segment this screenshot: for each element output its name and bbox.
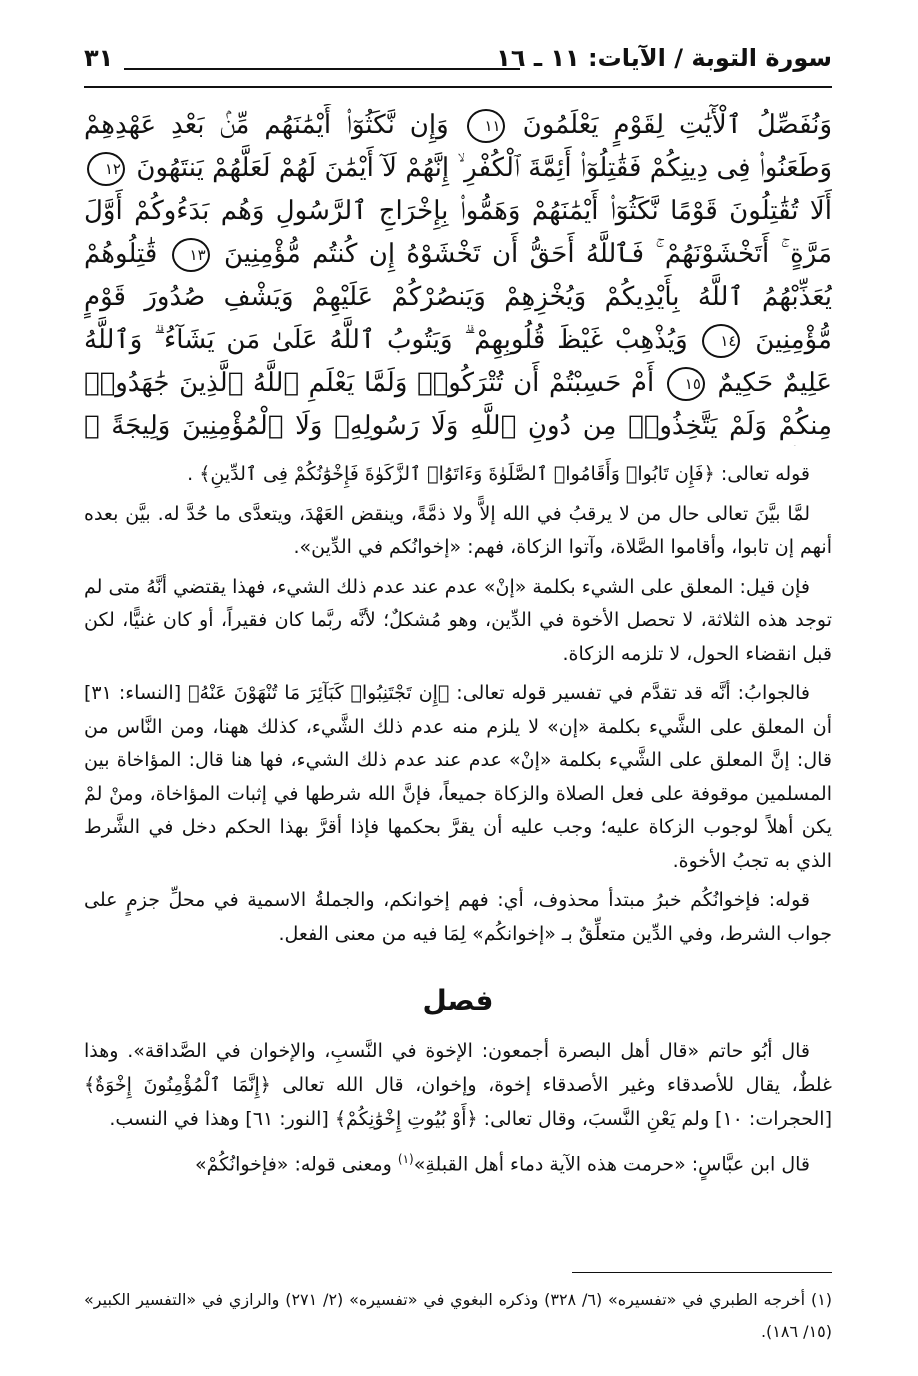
verse-text: أَلَا تُقَٰتِلُونَ قَوْمًا نَّكَثُوٓا۟ أَيْمَٰنَهُمْ وَهَمُّوا۟ بِإِخْرَاجِ ٱلرَّسُولِ وَهُم بَدَءُوكُمْ أَوَّلَ مَرَّةٍ ۚ أَتَخْشَوْنَهُمْ ۚ فَٱللَّهُ أَحَقُّ أَن تَخْشَوْهُ إِن كُنتُم مُّؤْمِنِينَ	[84, 196, 832, 269]
header-title: سورة التوبة / الآيات: ١١ ـ ١٦	[496, 44, 832, 72]
running-header	[84, 38, 832, 88]
section-heading: فصل	[422, 984, 494, 1017]
paragraph: فإن قيل: المعلق على الشيء بكلمة «إنْ» عدم عند عدم ذلك الشيء، فهذا يقتضي أنَّهُ متى لم توجد هذه الثلاثة، لا تحصل الأخوة في الدِّين، وهو مُشكلٌ؛ لأنَّه ربَّما كان فقيراً، أو كان غنيًّا، لكن قبل انقضاء الحول، لا تلزمه الزكاة.	[84, 575, 832, 665]
paragraph-text: ومعنى قوله: «فإخوانُكُمْ»	[195, 1153, 398, 1176]
verse-text: وَيُذْهِبْ غَيْظَ قُلُوبِهِمْ ۗ وَيَتُوبُ ٱللَّهُ عَلَىٰ مَن يَشَآءُ ۗ وَٱللَّهُ عَلِيمٌ حَكِيمٌ	[84, 325, 832, 398]
paragraph: قوله: فإخوانُكُم خبرُ مبتدأ محذوف، أي: فهم إخوانكم، والجملةُ الاسمية في محلِّ جزمٍ على جواب الشرط، وفي الدِّين متعلِّقٌ بـ «إخوانكُم» لِمَا فيه من معنى الفعل.	[84, 889, 832, 945]
verse-text: وَإِن نَّكَثُوٓا۟ أَيْمَٰنَهُم مِّنۢ بَعْدِ عَهْدِهِمْ وَطَعَنُوا۟ فِى دِينِكُمْ فَقَٰتِلُوٓا۟ أَئِمَّةَ ٱلْكُفْرِ ۙ إِنَّهُمْ لَآ أَيْمَٰنَ لَهُمْ لَعَلَّهُمْ يَنتَهُونَ	[84, 110, 832, 183]
header-rule	[84, 86, 832, 88]
footnote-ref[interactable]: (١)	[397, 1152, 414, 1166]
commentary-section	[84, 458, 832, 957]
verse-text: أَمْ حَسِبْتُمْ أَن تُتْرَكُوا۟ وَلَمَّا يَعْلَمِ ٱللَّهُ ٱلَّذِينَ جَٰهَدُوا۟ مِنكُمْ وَلَمْ يَتَّخِذُوا۟ مِن دُونِ ٱللَّهِ وَلَا رَسُولِهِۦ وَلَا ٱلْمُؤْمِنِينَ وَلِيجَةً ۚ	[84, 368, 832, 441]
verse-text: قَٰتِلُوهُمْ يُعَذِّبْهُمُ ٱللَّهُ بِأَيْدِيكُمْ وَيُخْزِهِمْ وَيَنصُرْكُمْ عَلَيْهِمْ وَيَشْفِ صُدُورَ قَوْمٍ مُّؤْمِنِينَ	[84, 239, 832, 355]
verse-number-marker: ١١	[467, 109, 505, 143]
page-number: ٣١	[84, 44, 114, 72]
verse-number-marker: ١٤	[702, 324, 740, 358]
paragraph: قال أبُو حاتم «قال أهل البصرة أجمعون: الإخوة في النَّسبِ، والإخوان في الصَّداقة». وهذا غلطٌ، يقال للأصدقاء وغير الأصدقاء إخوة، وإخوان، قال الله تعالى ﴿إِنَّمَا ٱلْمُؤْمِنُونَ إِخْوَةٌ﴾ [الحجرات: ١٠] ولم يَعْنِ النَّسبَ، وقال تعالى: ﴿أَوْ بُيُوتِ إِخْوَٰنِكُمْ﴾ [النور: ٦١] وهذا في النسب.	[84, 1040, 832, 1130]
footnote: (١) أخرجه الطبري في «تفسيره» (٦/ ٣٢٨) وذكره البغوي في «تفسيره» (٢/ ٢٧١) والرازي في «التفسير الكبير» (١٥/ ١٨٦).	[84, 1290, 833, 1341]
paragraph-text: قال ابن عبَّاسٍ: «حرمت هذه الآية دماء أهل القبلةِ»	[413, 1153, 810, 1176]
commentary-section-2	[84, 1034, 832, 1187]
footnote-divider	[572, 1272, 832, 1273]
verse-number-marker: ١٥	[667, 367, 705, 401]
verse-number-marker: ١٢	[87, 152, 125, 186]
quran-verses	[84, 104, 832, 446]
paragraph: لمَّا بيَّنَ تعالى حال من لا يرقبُ في الله إلاًّ ولا ذمَّةً، وينقض العَهْدَ، ويتعدَّى ما حُدَّ له. بيَّن بعده أنهم إن تابوا، وأقاموا الصَّلاة، وآتوا الزكاة، فهم: «إخوانُكم في الدِّين».	[84, 502, 832, 558]
paragraph	[84, 1142, 832, 1181]
paragraph: فالجوابُ: أنَّه قد تقدَّم في تفسير قوله تعالى: ﴿إِن تَجْتَنِبُوا۟ كَبَآئِرَ مَا تُنْهَوْنَ عَنْهُ﴾ [النساء: ٣١] أن المعلق على الشَّيء بكلمة «إن» لا يلزم منه عدم ذلك الشَّيء، كذلك ههنا، ومن النَّاس من قال: إنَّ المعلق على الشَّيء بكلمة «إنْ» عدم عند عدم ذلك الشيء، فها هنا قال: المؤاخاة بين المسلمين موقوفة على فعل الصلاة والزكاة جميعاً، فإنَّ الله شرطها في إثبات المؤاخاة، ومنْ لمْ يكن أهلاً لوجوب الزكاة عليه؛ وجب عليه أن يقرَّ بحكمها فإذا أقرَّ بهذا الحكم دخل في الشَّرط الذي به تجبُ الأخوة.	[84, 682, 832, 872]
verse-number-marker: ١٣	[172, 238, 210, 272]
verse-text: وَنُفَصِّلُ ٱلْأٓيَٰتِ لِقَوْمٍ يَعْلَمُونَ	[522, 110, 832, 140]
paragraph: قوله تعالى: ﴿فَإِن تَابُوا۟ وَأَقَامُوا۟ ٱلصَّلَوٰةَ وَءَاتَوُا۟ ٱلزَّكَوٰةَ فَإِخْوَٰنُكُمْ فِى ٱلدِّينِ﴾ .	[187, 463, 810, 485]
header-leader-line	[124, 68, 520, 70]
